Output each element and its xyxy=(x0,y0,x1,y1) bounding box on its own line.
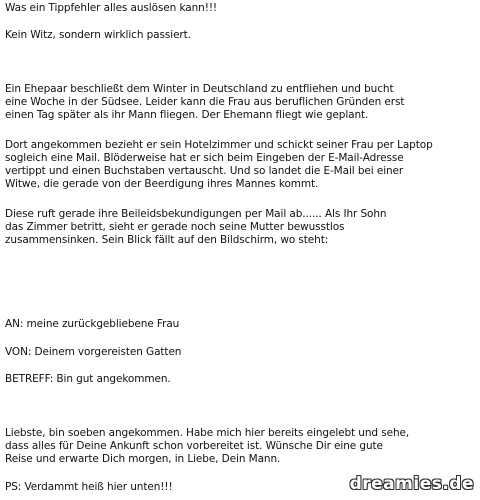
paragraph-2-line: Witwe, die gerade von der Beerdigung ihres Mannes kommt. xyxy=(5,178,319,190)
paragraph-3-line: das Zimmer betritt, sieht er gerade noch seine Mutter bewusstlos xyxy=(5,221,345,233)
paragraph-2 xyxy=(5,139,433,191)
paragraph-3-line: Diese ruft gerade ihre Beileidsbekundigungen per Mail ab...... Als Ihr Sohn xyxy=(5,208,387,220)
paragraph-1-line: einen Tag später als ihr Mann fliegen. Der Ehemann fliegt wie geplant. xyxy=(5,109,369,121)
paragraph-3 xyxy=(5,208,386,247)
email-to-line: AN: meine zurückgebliebene Frau xyxy=(5,318,180,330)
email-body-line: Liebste, bin soeben angekommen. Habe mich hier bereits eingelebt und sehe, xyxy=(5,427,410,439)
email-ps-line: PS: Verdammt heiß hier unten!!! xyxy=(5,481,173,493)
document-title: Was ein Tippfehler alles auslösen kann!!! xyxy=(5,2,218,14)
email-body-line: Reise und erwarte Dich morgen, in Liebe, Dein Mann. xyxy=(5,453,281,465)
paragraph-2-line: Dort angekommen bezieht er sein Hotelzimmer und schickt seiner Frau per Laptop xyxy=(5,139,433,151)
paragraph-3-line: zusammensinken. Sein Blick fällt auf den Bildschirm, wo steht: xyxy=(5,234,329,246)
paragraph-1 xyxy=(5,83,404,122)
paragraph-2-line: vertippt und einen Buchstaben vertauscht. Und so landet die E-Mail bei einer xyxy=(5,165,404,177)
document-subtitle: Kein Witz, sondern wirklich passiert. xyxy=(5,29,191,41)
email-body xyxy=(5,427,409,466)
email-body-line: dass alles für Deine Ankunft schon vorbereitet ist. Wünsche Dir eine gute xyxy=(5,440,383,452)
watermark-logo: dreamies.de xyxy=(349,474,474,494)
paragraph-1-line: eine Woche in der Südsee. Leider kann die Frau aus beruflichen Gründen erst xyxy=(5,96,405,108)
paragraph-1-line: Ein Ehepaar beschließt dem Winter in Deutschland zu entfliehen und bucht xyxy=(5,83,394,95)
email-subject-line: BETREFF: Bin gut angekommen. xyxy=(5,373,171,385)
paragraph-2-line: sogleich eine Mail. Blöderweise hat er sich beim Eingeben der E-Mail-Adresse xyxy=(5,152,404,164)
email-from-line: VON: Deinem vorgereisten Gatten xyxy=(5,346,182,358)
